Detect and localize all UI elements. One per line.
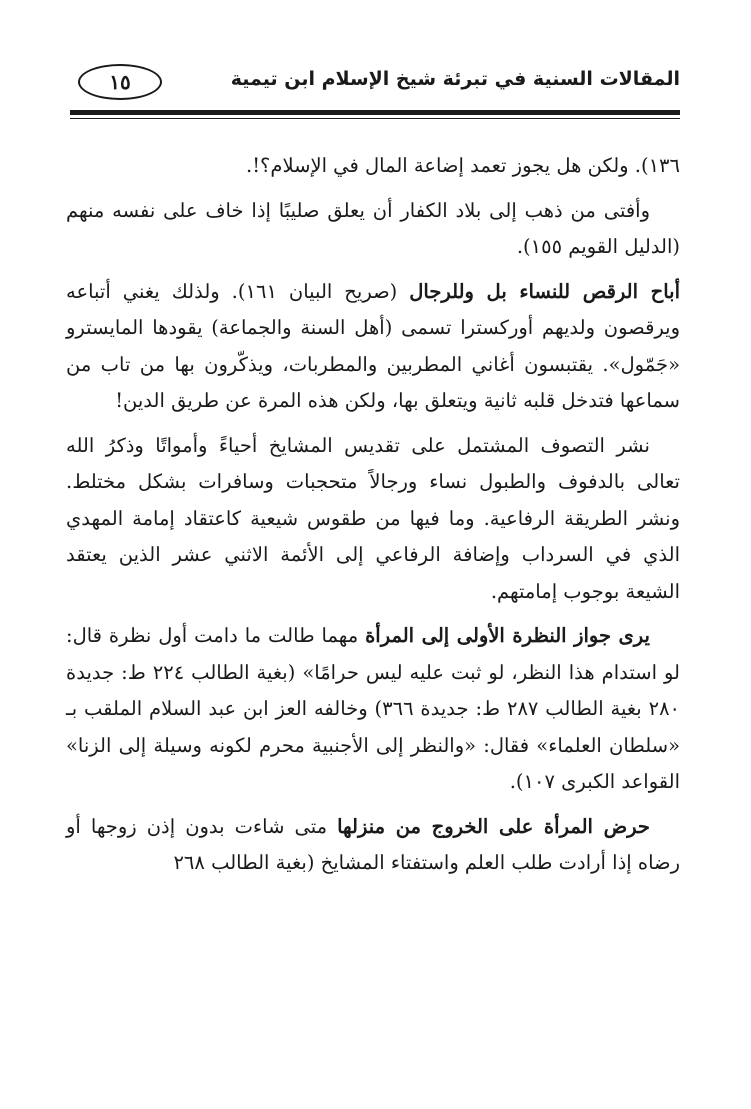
paragraph: [66, 274, 680, 420]
header-rule-thick: [70, 110, 680, 115]
paragraph: [66, 148, 680, 185]
page-header: [70, 58, 680, 108]
paragraph-text: (صريح البيان ١٦١). ولذلك يغني أتباعه ويرقصون ولديهم أوركسترا تسمى (أهل السنة والجماعة) يقودها المايسترو «جَمّول». يقتبسون أغاني المطربين والمطربات، ويذكّرون بها من تاب من سماعها فتدخل قلبه ثانية ويتعلق بها، ولكن هذه المرة عن طريق الدين!: [66, 279, 680, 412]
paragraph-lead: يرى جواز النظرة الأولى إلى المرأة: [365, 624, 650, 647]
paragraph-text: متى شاءت بدون إذن زوجها أو رضاه إذا أرادت طلب العلم واستفتاء المشايخ (بغية الطالب ٢٦٨: [66, 814, 680, 874]
paragraph-lead: حرض المرأة على الخروج من منزلها: [337, 814, 650, 838]
paragraph-text: نشر التصوف المشتمل على تقديس المشايخ أحياءً وأمواتًا وذكرُ الله تعالى بالدفوف والطبول نساء ورجالاً متحجبات وسافرات بشكل مختلط. ونشر الطريقة الرفاعية. وما فيها من طقوس شيعية كاعتقاد إمامة المهدي الذي في السرداب وإضافة الرفاعي إلى الأئمة الاثني عشر الذين يعتقد الشيعة بوجوب إمامتهم.: [66, 433, 680, 603]
body-text: [66, 148, 680, 890]
paragraph-text: وأفتى من ذهب إلى بلاد الكفار أن يعلق صليبًا إذا خاف على نفسه منهم (الدليل القويم ١٥٥).: [66, 198, 680, 258]
paragraph-text: ١٣٦). ولكن هل يجوز تعمد إضاعة المال في الإسلام؟!.: [246, 154, 680, 177]
header-rule-thin: [70, 118, 680, 119]
paragraph: [66, 618, 680, 801]
paragraph: [66, 193, 680, 266]
running-title: المقالات السنية في تبرئة شيخ الإسلام ابن تيمية: [230, 68, 680, 90]
paragraph: [66, 428, 680, 611]
paragraph-text: مهما طالت ما دامت أول نظرة قال: لو استدام هذا النظر، لو ثبت عليه ليس حرامًا» (بغية الطالب ٢٢٤ ط: جديدة ٢٨٠ بغية الطالب ٢٨٧ ط: جديدة ٣٦٦) وخالفه العز ابن عبد السلام الملقب بـ «سلطان العلماء» فقال: «والنظر إلى الأجنبية محرم لكونه وسيلة إلى الزنا» القواعد الكبرى ١٠٧).: [66, 624, 681, 793]
paragraph-lead: أباح الرقص للنساء بل وللرجال: [409, 279, 680, 303]
page-number: ١٥: [78, 64, 162, 100]
paragraph: [66, 809, 680, 882]
